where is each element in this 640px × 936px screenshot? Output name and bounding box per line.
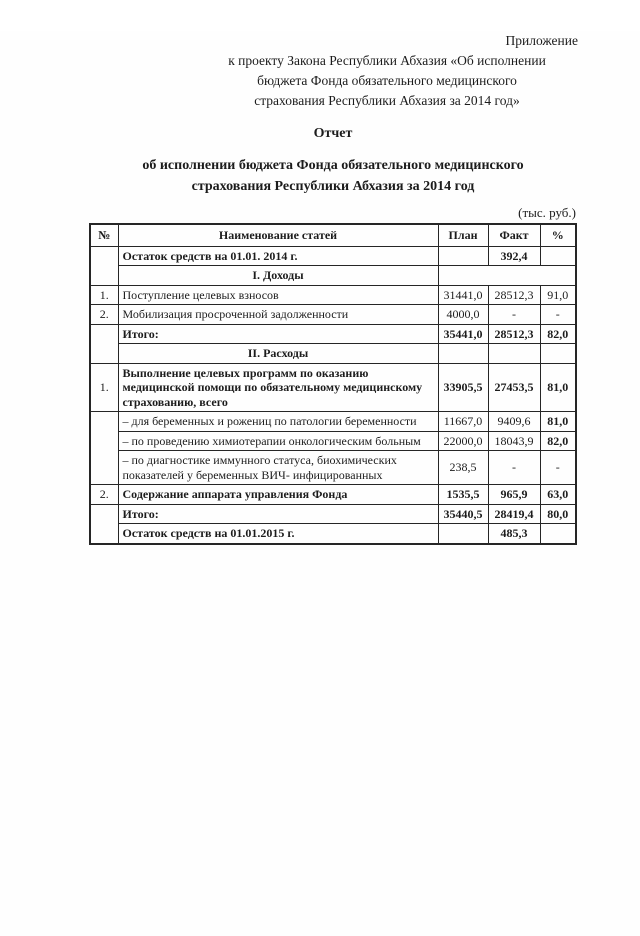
table-row <box>90 451 576 485</box>
table-row <box>90 524 576 544</box>
col-header-fact: Факт <box>488 224 540 246</box>
fact-cell: 9409,6 <box>488 412 540 432</box>
item-name-cell: Остаток средств на 01.01.2015 г. <box>118 524 438 544</box>
section-header-cell: I. Доходы <box>118 266 438 286</box>
plan-cell: 35440,5 <box>438 504 488 524</box>
plan-cell: 11667,0 <box>438 412 488 432</box>
report-subtitle <box>90 155 576 197</box>
percent-cell <box>540 246 576 266</box>
item-name-cell: Остаток средств на 01.01. 2014 г. <box>118 246 438 266</box>
section-header-cell: II. Расходы <box>118 344 438 364</box>
fact-cell: 965,9 <box>488 485 540 505</box>
percent-cell: 81,0 <box>540 412 576 432</box>
table-row <box>90 305 576 325</box>
table-row <box>90 266 576 286</box>
percent-cell: - <box>540 305 576 325</box>
percent-cell: 91,0 <box>540 285 576 305</box>
report-table-body <box>90 246 576 544</box>
item-name-cell: – по проведению химиотерапии онкологическим больным <box>118 431 438 451</box>
item-name-cell: Итого: <box>118 324 438 344</box>
table-row <box>90 246 576 266</box>
plan-cell: 22000,0 <box>438 431 488 451</box>
report-title: Отчет <box>313 126 353 141</box>
report-table <box>89 223 577 545</box>
plan-cell: 4000,0 <box>438 305 488 325</box>
fact-cell: 28512,3 <box>488 285 540 305</box>
fact-cell: - <box>488 305 540 325</box>
row-number-cell: 1. <box>90 363 118 412</box>
table-row <box>90 485 576 505</box>
col-header-number: № <box>90 224 118 246</box>
percent-cell <box>540 524 576 544</box>
table-row <box>90 344 576 364</box>
item-name-cell: Поступление целевых взносов <box>118 285 438 305</box>
row-number-cell: 2. <box>90 485 118 505</box>
percent-cell <box>540 344 576 364</box>
fact-cell: 28419,4 <box>488 504 540 524</box>
col-header-name: Наименование статей <box>118 224 438 246</box>
row-number-cell <box>90 324 118 363</box>
fact-cell: 27453,5 <box>488 363 540 412</box>
item-name-cell: Итого: <box>118 504 438 524</box>
col-header-plan: План <box>438 224 488 246</box>
row-number-cell <box>90 412 118 485</box>
percent-cell: 63,0 <box>540 485 576 505</box>
table-row <box>90 324 576 344</box>
fact-cell: 28512,3 <box>488 324 540 344</box>
fact-cell: 485,3 <box>488 524 540 544</box>
table-header-row <box>90 224 576 246</box>
plan-cell <box>438 246 488 266</box>
table-row <box>90 412 576 432</box>
item-name-cell: – для беременных и рожениц по патологии беременности <box>118 412 438 432</box>
fact-cell: 392,4 <box>488 246 540 266</box>
table-row <box>90 285 576 305</box>
plan-cell: 1535,5 <box>438 485 488 505</box>
plan-cell <box>438 344 488 364</box>
section-empty-cell <box>438 266 576 286</box>
report-subtitle-line: страхования Республики Абхазия за 2014 год <box>191 179 475 194</box>
fact-cell: 18043,9 <box>488 431 540 451</box>
percent-cell: - <box>540 451 576 485</box>
row-number-cell: 2. <box>90 305 118 325</box>
document-page <box>0 31 640 936</box>
plan-cell: 238,5 <box>438 451 488 485</box>
table-row <box>90 431 576 451</box>
units-note: (тыс. руб.) <box>518 205 576 220</box>
report-table-head <box>90 224 576 246</box>
percent-cell: 82,0 <box>540 431 576 451</box>
item-name-cell: Содержание аппарата управления Фонда <box>118 485 438 505</box>
percent-cell: 82,0 <box>540 324 576 344</box>
item-name-cell: Выполнение целевых программ по оказанию медицинской помощи по обязательному медицинскому страхованию, всего <box>118 363 438 412</box>
appendix-line: к проекту Закона Республики Абхазия «Об исполнении <box>228 53 546 68</box>
appendix-line: Приложение <box>505 33 578 48</box>
appendix-line: бюджета Фонда обязательного медицинского <box>257 73 517 88</box>
item-name-cell: Мобилизация просроченной задолженности <box>118 305 438 325</box>
percent-cell: 81,0 <box>540 363 576 412</box>
appendix-line: страхования Республики Абхазия за 2014 год» <box>254 93 520 108</box>
col-header-percent: % <box>540 224 576 246</box>
fact-cell <box>488 344 540 364</box>
plan-cell: 35441,0 <box>438 324 488 344</box>
plan-cell: 33905,5 <box>438 363 488 412</box>
percent-cell: 80,0 <box>540 504 576 524</box>
row-number-cell: 1. <box>90 285 118 305</box>
fact-cell: - <box>488 451 540 485</box>
table-row <box>90 363 576 412</box>
row-number-cell <box>90 246 118 285</box>
plan-cell <box>438 524 488 544</box>
table-row <box>90 504 576 524</box>
item-name-cell: – по диагностике иммунного статуса, биохимических показателей у беременных ВИЧ- инфицированных <box>118 451 438 485</box>
plan-cell: 31441,0 <box>438 285 488 305</box>
row-number-cell <box>90 504 118 544</box>
report-subtitle-line: об исполнении бюджета Фонда обязательного медицинского <box>142 158 524 173</box>
appendix-note <box>196 31 578 111</box>
